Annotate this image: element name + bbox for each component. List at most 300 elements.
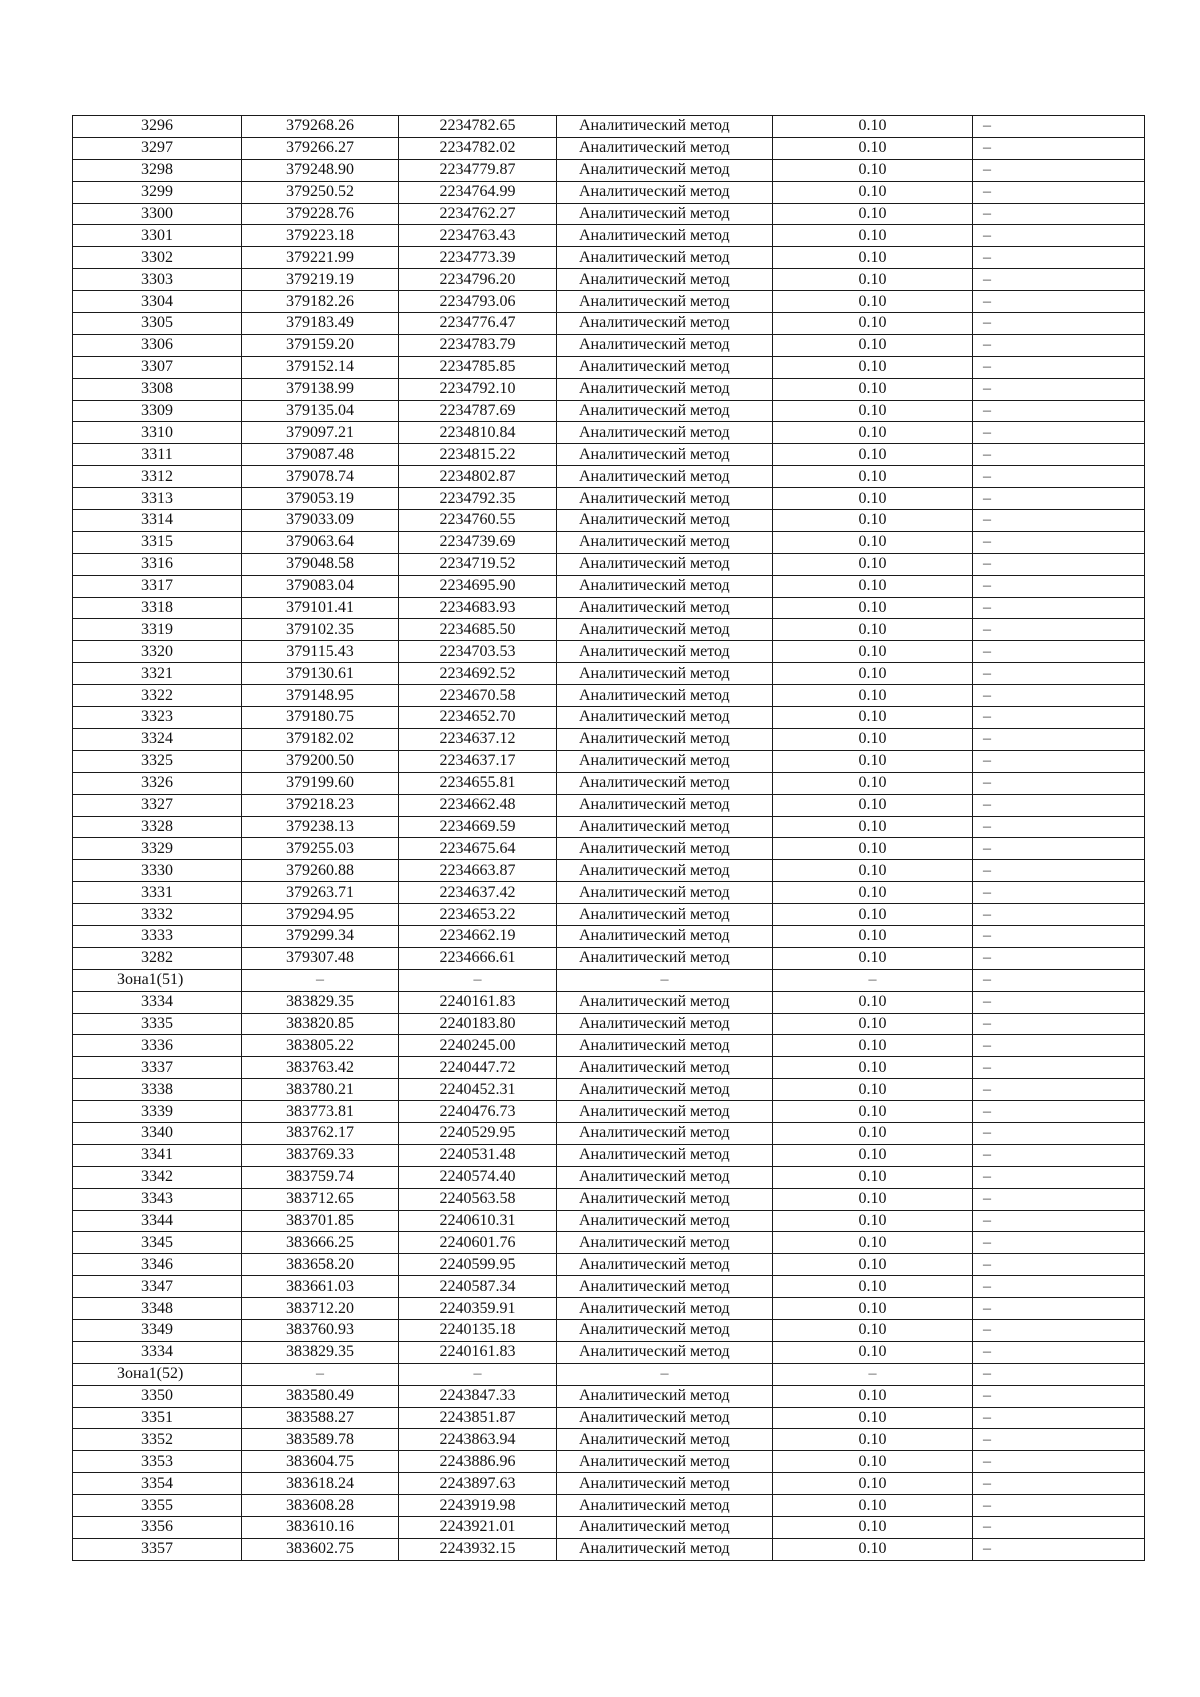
cell-y-coordinate: 2234785.85 (399, 356, 557, 378)
cell-method: Аналитический метод (557, 991, 773, 1013)
cell-extra: – (973, 969, 1145, 991)
cell-point-number: 3321 (73, 663, 242, 685)
cell-x-coordinate: 379033.09 (242, 510, 399, 532)
table-row (73, 1473, 1145, 1495)
cell-extra: – (973, 137, 1145, 159)
table-row (73, 1385, 1145, 1407)
cell-precision: 0.10 (773, 619, 973, 641)
cell-point-number: 3319 (73, 619, 242, 641)
cell-method: Аналитический метод (557, 400, 773, 422)
cell-y-coordinate: 2234739.69 (399, 531, 557, 553)
cell-extra: – (973, 510, 1145, 532)
table-row (73, 1451, 1145, 1473)
cell-precision: 0.10 (773, 1166, 973, 1188)
cell-precision: 0.10 (773, 882, 973, 904)
cell-extra: – (973, 1407, 1145, 1429)
cell-point-number: 3326 (73, 772, 242, 794)
cell-x-coordinate: 383773.81 (242, 1101, 399, 1123)
cell-point-number: 3353 (73, 1451, 242, 1473)
cell-extra: – (973, 597, 1145, 619)
cell-extra: – (973, 291, 1145, 313)
cell-y-coordinate: 2234662.48 (399, 794, 557, 816)
table-row (73, 641, 1145, 663)
cell-x-coordinate: 383712.20 (242, 1298, 399, 1320)
cell-precision: 0.10 (773, 1473, 973, 1495)
cell-precision: 0.10 (773, 378, 973, 400)
cell-method: Аналитический метод (557, 750, 773, 772)
cell-precision: 0.10 (773, 488, 973, 510)
table-row (73, 1319, 1145, 1341)
cell-y-coordinate: 2240610.31 (399, 1210, 557, 1232)
table-row (73, 313, 1145, 335)
table-row (73, 575, 1145, 597)
cell-precision: 0.10 (773, 794, 973, 816)
cell-point-number: 3350 (73, 1385, 242, 1407)
table-row (73, 1298, 1145, 1320)
cell-y-coordinate: 2234802.87 (399, 466, 557, 488)
cell-y-coordinate: 2243847.33 (399, 1385, 557, 1407)
cell-precision: 0.10 (773, 860, 973, 882)
table-row (73, 991, 1145, 1013)
cell-point-number: 3349 (73, 1319, 242, 1341)
cell-precision: 0.10 (773, 1210, 973, 1232)
cell-point-number: 3354 (73, 1473, 242, 1495)
cell-x-coordinate: 383661.03 (242, 1276, 399, 1298)
cell-x-coordinate: 379180.75 (242, 707, 399, 729)
cell-x-coordinate: 379248.90 (242, 159, 399, 181)
cell-precision: 0.10 (773, 1144, 973, 1166)
cell-method: Аналитический метод (557, 466, 773, 488)
cell-point-number: 3301 (73, 225, 242, 247)
table-row (73, 181, 1145, 203)
zone-header-row (73, 1363, 1145, 1385)
cell-extra: – (973, 181, 1145, 203)
cell-x-coordinate: 379250.52 (242, 181, 399, 203)
table-row (73, 1144, 1145, 1166)
cell-precision: 0.10 (773, 203, 973, 225)
cell-precision: 0.10 (773, 1254, 973, 1276)
cell-x-coordinate: 379221.99 (242, 247, 399, 269)
table-row (73, 1232, 1145, 1254)
cell-method: Аналитический метод (557, 1122, 773, 1144)
cell-method: Аналитический метод (557, 707, 773, 729)
cell-x-coordinate: 383759.74 (242, 1166, 399, 1188)
cell-x-coordinate: 379255.03 (242, 838, 399, 860)
cell-extra: – (973, 444, 1145, 466)
cell-y-coordinate: 2234793.06 (399, 291, 557, 313)
table-row (73, 1188, 1145, 1210)
cell-extra: – (973, 750, 1145, 772)
cell-extra: – (973, 1276, 1145, 1298)
table-row (73, 356, 1145, 378)
cell-extra: – (973, 400, 1145, 422)
cell-precision: 0.10 (773, 816, 973, 838)
cell-precision: 0.10 (773, 1188, 973, 1210)
cell-precision: 0.10 (773, 1101, 973, 1123)
cell-point-number: 3315 (73, 531, 242, 553)
cell-point-number: 3330 (73, 860, 242, 882)
table-row (73, 1495, 1145, 1517)
cell-y-coordinate: – (399, 1363, 557, 1385)
cell-point-number: Зона1(52) (73, 1363, 242, 1385)
cell-y-coordinate: 2234782.65 (399, 116, 557, 138)
cell-y-coordinate: 2240529.95 (399, 1122, 557, 1144)
cell-point-number: 3356 (73, 1517, 242, 1539)
cell-x-coordinate: 383658.20 (242, 1254, 399, 1276)
cell-x-coordinate: 379102.35 (242, 619, 399, 641)
cell-x-coordinate: 383602.75 (242, 1538, 399, 1560)
cell-extra: – (973, 1517, 1145, 1539)
cell-y-coordinate: 2234779.87 (399, 159, 557, 181)
cell-point-number: 3339 (73, 1101, 242, 1123)
cell-point-number: 3328 (73, 816, 242, 838)
cell-x-coordinate: 379138.99 (242, 378, 399, 400)
cell-y-coordinate: 2243851.87 (399, 1407, 557, 1429)
cell-precision: 0.10 (773, 1517, 973, 1539)
cell-x-coordinate: 383769.33 (242, 1144, 399, 1166)
cell-y-coordinate: 2240601.76 (399, 1232, 557, 1254)
cell-precision: 0.10 (773, 663, 973, 685)
cell-x-coordinate: 379182.02 (242, 728, 399, 750)
cell-point-number: 3343 (73, 1188, 242, 1210)
cell-method: Аналитический метод (557, 772, 773, 794)
table-row (73, 203, 1145, 225)
cell-extra: – (973, 619, 1145, 641)
table-row (73, 1210, 1145, 1232)
cell-precision: 0.10 (773, 1495, 973, 1517)
cell-x-coordinate: 383608.28 (242, 1495, 399, 1517)
cell-y-coordinate: 2234637.17 (399, 750, 557, 772)
cell-point-number: 3317 (73, 575, 242, 597)
cell-y-coordinate: 2240574.40 (399, 1166, 557, 1188)
cell-x-coordinate: 379087.48 (242, 444, 399, 466)
cell-method: Аналитический метод (557, 1232, 773, 1254)
cell-x-coordinate: 379219.19 (242, 269, 399, 291)
cell-precision: 0.10 (773, 225, 973, 247)
cell-x-coordinate: 379083.04 (242, 575, 399, 597)
cell-point-number: 3345 (73, 1232, 242, 1254)
cell-precision: 0.10 (773, 991, 973, 1013)
cell-x-coordinate: 383618.24 (242, 1473, 399, 1495)
cell-x-coordinate: 379223.18 (242, 225, 399, 247)
table-row (73, 1101, 1145, 1123)
cell-extra: – (973, 1254, 1145, 1276)
cell-extra: – (973, 991, 1145, 1013)
cell-method: Аналитический метод (557, 663, 773, 685)
cell-precision: 0.10 (773, 1451, 973, 1473)
cell-y-coordinate: 2234670.58 (399, 685, 557, 707)
table-row (73, 291, 1145, 313)
cell-precision: 0.10 (773, 510, 973, 532)
cell-y-coordinate: 2234792.10 (399, 378, 557, 400)
cell-method: Аналитический метод (557, 1407, 773, 1429)
cell-y-coordinate: 2234669.59 (399, 816, 557, 838)
table-row (73, 728, 1145, 750)
cell-x-coordinate: 379097.21 (242, 422, 399, 444)
table-row (73, 225, 1145, 247)
cell-y-coordinate: 2240183.80 (399, 1013, 557, 1035)
cell-precision: 0.10 (773, 575, 973, 597)
cell-y-coordinate: 2243886.96 (399, 1451, 557, 1473)
cell-x-coordinate: 383589.78 (242, 1429, 399, 1451)
cell-method: Аналитический метод (557, 334, 773, 356)
cell-point-number: 3303 (73, 269, 242, 291)
cell-point-number: 3342 (73, 1166, 242, 1188)
cell-x-coordinate: 383701.85 (242, 1210, 399, 1232)
cell-precision: 0.10 (773, 685, 973, 707)
cell-method: Аналитический метод (557, 1517, 773, 1539)
table-row (73, 947, 1145, 969)
cell-extra: – (973, 1144, 1145, 1166)
cell-y-coordinate: 2234783.79 (399, 334, 557, 356)
cell-extra: – (973, 378, 1145, 400)
cell-x-coordinate: – (242, 1363, 399, 1385)
table-row (73, 116, 1145, 138)
cell-method: Аналитический метод (557, 1166, 773, 1188)
cell-point-number: 3329 (73, 838, 242, 860)
cell-method: Аналитический метод (557, 1319, 773, 1341)
cell-x-coordinate: 379218.23 (242, 794, 399, 816)
cell-point-number: 3348 (73, 1298, 242, 1320)
coordinates-table-body (73, 116, 1145, 1561)
table-row (73, 466, 1145, 488)
cell-x-coordinate: 379228.76 (242, 203, 399, 225)
cell-x-coordinate: 379053.19 (242, 488, 399, 510)
table-row (73, 1254, 1145, 1276)
cell-x-coordinate: 379115.43 (242, 641, 399, 663)
cell-precision: 0.10 (773, 137, 973, 159)
cell-y-coordinate: 2234719.52 (399, 553, 557, 575)
cell-precision: 0.10 (773, 334, 973, 356)
cell-precision: 0.10 (773, 947, 973, 969)
cell-y-coordinate: 2240476.73 (399, 1101, 557, 1123)
cell-y-coordinate: 2234652.70 (399, 707, 557, 729)
cell-x-coordinate: 379130.61 (242, 663, 399, 685)
cell-y-coordinate: 2234787.69 (399, 400, 557, 422)
cell-precision: 0.10 (773, 904, 973, 926)
cell-extra: – (973, 882, 1145, 904)
table-row (73, 1057, 1145, 1079)
cell-method: Аналитический метод (557, 1057, 773, 1079)
table-row (73, 422, 1145, 444)
cell-x-coordinate: 383580.49 (242, 1385, 399, 1407)
cell-y-coordinate: 2234675.64 (399, 838, 557, 860)
cell-y-coordinate: 2240359.91 (399, 1298, 557, 1320)
cell-precision: 0.10 (773, 772, 973, 794)
cell-x-coordinate: 379294.95 (242, 904, 399, 926)
cell-extra: – (973, 356, 1145, 378)
cell-x-coordinate: 383820.85 (242, 1013, 399, 1035)
cell-method: Аналитический метод (557, 553, 773, 575)
cell-y-coordinate: 2234692.52 (399, 663, 557, 685)
cell-precision: 0.10 (773, 1385, 973, 1407)
cell-point-number: 3332 (73, 904, 242, 926)
cell-method: Аналитический метод (557, 882, 773, 904)
cell-extra: – (973, 422, 1145, 444)
cell-method: Аналитический метод (557, 641, 773, 663)
cell-precision: 0.10 (773, 925, 973, 947)
cell-method: Аналитический метод (557, 794, 773, 816)
cell-method: Аналитический метод (557, 925, 773, 947)
cell-method: Аналитический метод (557, 1035, 773, 1057)
table-row (73, 925, 1145, 947)
cell-x-coordinate: 383829.35 (242, 991, 399, 1013)
table-row (73, 1276, 1145, 1298)
cell-precision: 0.10 (773, 1057, 973, 1079)
cell-precision: 0.10 (773, 707, 973, 729)
cell-precision: 0.10 (773, 1122, 973, 1144)
cell-point-number: 3308 (73, 378, 242, 400)
cell-x-coordinate: 379159.20 (242, 334, 399, 356)
cell-method: – (557, 1363, 773, 1385)
cell-point-number: 3334 (73, 1341, 242, 1363)
cell-method: Аналитический метод (557, 1144, 773, 1166)
cell-y-coordinate: 2234683.93 (399, 597, 557, 619)
cell-method: Аналитический метод (557, 1495, 773, 1517)
cell-method: Аналитический метод (557, 1254, 773, 1276)
cell-point-number: Зона1(51) (73, 969, 242, 991)
cell-precision: 0.10 (773, 1341, 973, 1363)
cell-point-number: 3338 (73, 1079, 242, 1101)
cell-y-coordinate: 2234764.99 (399, 181, 557, 203)
cell-point-number: 3312 (73, 466, 242, 488)
cell-point-number: 3297 (73, 137, 242, 159)
cell-method: Аналитический метод (557, 269, 773, 291)
cell-method: Аналитический метод (557, 1013, 773, 1035)
cell-extra: – (973, 904, 1145, 926)
cell-x-coordinate: 379199.60 (242, 772, 399, 794)
cell-method: Аналитический метод (557, 1298, 773, 1320)
cell-precision: 0.10 (773, 1407, 973, 1429)
cell-x-coordinate: 383780.21 (242, 1079, 399, 1101)
cell-y-coordinate: 2234776.47 (399, 313, 557, 335)
cell-x-coordinate: 379299.34 (242, 925, 399, 947)
table-row (73, 1407, 1145, 1429)
coordinates-table (72, 115, 1145, 1561)
cell-extra: – (973, 685, 1145, 707)
cell-method: Аналитический метод (557, 947, 773, 969)
table-row (73, 597, 1145, 619)
cell-point-number: 3296 (73, 116, 242, 138)
cell-method: Аналитический метод (557, 1473, 773, 1495)
cell-y-coordinate: 2234685.50 (399, 619, 557, 641)
cell-x-coordinate: 379182.26 (242, 291, 399, 313)
cell-y-coordinate: 2234782.02 (399, 137, 557, 159)
cell-point-number: 3316 (73, 553, 242, 575)
cell-extra: – (973, 313, 1145, 335)
cell-precision: 0.10 (773, 400, 973, 422)
cell-method: Аналитический метод (557, 137, 773, 159)
cell-y-coordinate: 2243863.94 (399, 1429, 557, 1451)
cell-point-number: 3311 (73, 444, 242, 466)
cell-y-coordinate: 2243932.15 (399, 1538, 557, 1560)
cell-point-number: 3310 (73, 422, 242, 444)
cell-method: Аналитический метод (557, 728, 773, 750)
table-row (73, 488, 1145, 510)
cell-precision: 0.10 (773, 641, 973, 663)
cell-precision: 0.10 (773, 838, 973, 860)
cell-x-coordinate: 383712.65 (242, 1188, 399, 1210)
table-row (73, 772, 1145, 794)
cell-point-number: 3335 (73, 1013, 242, 1035)
cell-extra: – (973, 1166, 1145, 1188)
table-row (73, 1013, 1145, 1035)
cell-point-number: 3298 (73, 159, 242, 181)
table-row (73, 1517, 1145, 1539)
cell-x-coordinate: 379266.27 (242, 137, 399, 159)
cell-point-number: 3323 (73, 707, 242, 729)
cell-precision: 0.10 (773, 247, 973, 269)
cell-precision: 0.10 (773, 116, 973, 138)
cell-extra: – (973, 860, 1145, 882)
cell-point-number: 3307 (73, 356, 242, 378)
cell-precision: 0.10 (773, 1079, 973, 1101)
cell-extra: – (973, 1035, 1145, 1057)
cell-extra: – (973, 1210, 1145, 1232)
cell-extra: – (973, 553, 1145, 575)
cell-method: Аналитический метод (557, 860, 773, 882)
cell-method: – (557, 969, 773, 991)
cell-y-coordinate: 2234763.43 (399, 225, 557, 247)
table-row (73, 816, 1145, 838)
cell-precision: 0.10 (773, 1319, 973, 1341)
cell-method: Аналитический метод (557, 116, 773, 138)
cell-extra: – (973, 225, 1145, 247)
cell-precision: 0.10 (773, 181, 973, 203)
cell-method: Аналитический метод (557, 597, 773, 619)
cell-point-number: 3299 (73, 181, 242, 203)
table-row (73, 247, 1145, 269)
table-row (73, 838, 1145, 860)
cell-extra: – (973, 1363, 1145, 1385)
cell-method: Аналитический метод (557, 1210, 773, 1232)
cell-point-number: 3344 (73, 1210, 242, 1232)
cell-precision: 0.10 (773, 1429, 973, 1451)
table-row (73, 137, 1145, 159)
cell-y-coordinate: 2240587.34 (399, 1276, 557, 1298)
table-row (73, 444, 1145, 466)
cell-precision: 0.10 (773, 466, 973, 488)
cell-extra: – (973, 116, 1145, 138)
cell-method: Аналитический метод (557, 313, 773, 335)
table-row (73, 685, 1145, 707)
cell-extra: – (973, 1385, 1145, 1407)
cell-method: Аналитический метод (557, 378, 773, 400)
table-row (73, 860, 1145, 882)
cell-extra: – (973, 247, 1145, 269)
cell-x-coordinate: 383763.42 (242, 1057, 399, 1079)
cell-y-coordinate: 2243897.63 (399, 1473, 557, 1495)
cell-point-number: 3309 (73, 400, 242, 422)
cell-y-coordinate: 2240531.48 (399, 1144, 557, 1166)
cell-x-coordinate: 379048.58 (242, 553, 399, 575)
cell-x-coordinate: 379148.95 (242, 685, 399, 707)
cell-x-coordinate: 379078.74 (242, 466, 399, 488)
cell-x-coordinate: 379135.04 (242, 400, 399, 422)
table-row (73, 882, 1145, 904)
cell-precision: 0.10 (773, 1013, 973, 1035)
cell-extra: – (973, 772, 1145, 794)
cell-method: Аналитический метод (557, 1385, 773, 1407)
cell-point-number: 3282 (73, 947, 242, 969)
cell-point-number: 3355 (73, 1495, 242, 1517)
cell-x-coordinate: 383829.35 (242, 1341, 399, 1363)
cell-y-coordinate: 2234792.35 (399, 488, 557, 510)
table-row (73, 269, 1145, 291)
table-row (73, 1341, 1145, 1363)
cell-point-number: 3357 (73, 1538, 242, 1560)
cell-y-coordinate: 2234703.53 (399, 641, 557, 663)
